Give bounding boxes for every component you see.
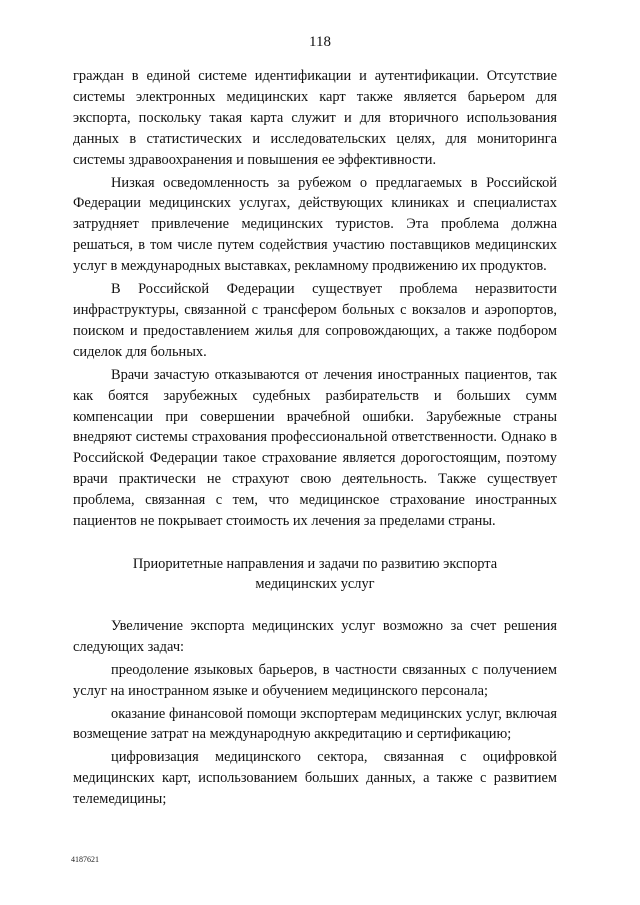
paragraph-awareness: Низкая осведомленность за рубежом о предлагаемых в Российской Федерации медицинских услугах, действующих клиниках и специалистах затрудняет привлечение медицинских туристов. Эта проблема должна решаться, в том числе путем содействия участию поставщиков медицинских услуг в международных выставках, рекламному продвижению их продуктов. bbox=[73, 174, 557, 275]
section-heading-line-2: медицинских услуг bbox=[255, 575, 375, 592]
paragraph-identification: граждан в единой системе идентификации и аутентификации. Отсутствие системы электронных медицинских карт также является барьером для экспорта, поскольку такая карта служит и для вторичного использования данных в статистических и исследовательских целях, для мониторинга системы здравоохранения и повышения ее эффективности. bbox=[73, 68, 557, 168]
document-id: 4187621 bbox=[71, 855, 99, 864]
paragraph-infrastructure: В Российской Федерации существует проблема неразвитости инфраструктуры, связанной с трансфером больных с вокзалов и аэропортов, поиском и предоставлением жилья для сопровождающих, а также подбором сиделок для больных. bbox=[73, 281, 557, 360]
paragraph-insurance: Врачи зачастую отказываются от лечения иностранных пациентов, так как боятся зарубежных судебных разбирательств и больших сумм компенсации при совершении врачебной ошибки. Зарубежные страны внедряют системы страхования профессиональной ответственности. Однако в Российской Федерации такое страхование является дорогостоящим, поэтому врачи практически не страхуют свою деятельность. Также существует проблема, связанная с тем, что медицинское страхование иностранных пациентов не покрывает стоимость их лечения за пределами страны. bbox=[73, 366, 557, 530]
paragraph-tasks-intro: Увеличение экспорта медицинских услуг возможно за счет решения следующих задач: bbox=[73, 617, 557, 655]
document-body bbox=[73, 66, 557, 812]
list-item-language-barriers: преодоление языковых барьеров, в частности связанных с получением услуг на иностранном языке и обучением медицинского персонала; bbox=[73, 661, 557, 699]
page-number: 118 bbox=[309, 34, 331, 50]
section-heading-line-1: Приоритетные направления и задачи по развитию экспорта bbox=[132, 555, 498, 572]
list-item-digitalization: цифровизация медицинского сектора, связанная с оцифровкой медицинских карт, использованием больших данных, а также с развитием телемедицины; bbox=[73, 749, 557, 808]
list-item-financial-support: оказание финансовой помощи экспортерам медицинских услуг, включая возмещение затрат на международную аккредитацию и сертификацию; bbox=[73, 705, 557, 743]
section-heading bbox=[73, 554, 557, 594]
